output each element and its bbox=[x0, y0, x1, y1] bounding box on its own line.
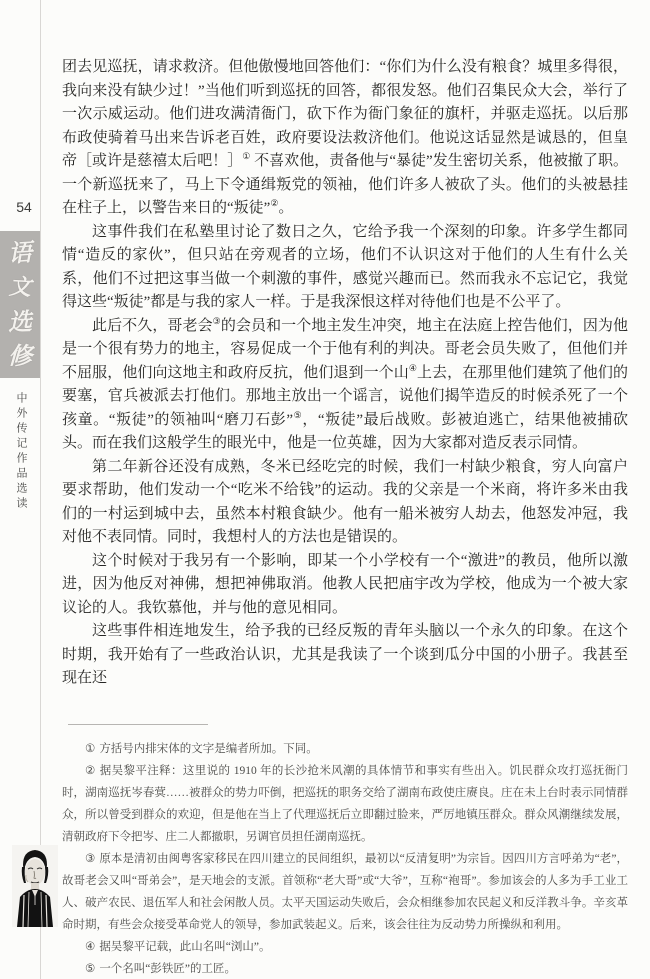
footnote-item bbox=[62, 958, 628, 979]
footnote-ref-2: ② bbox=[270, 198, 279, 208]
main-content bbox=[62, 56, 628, 979]
page-number: 54 bbox=[16, 199, 32, 215]
body-text bbox=[62, 56, 628, 691]
footnote-item bbox=[62, 760, 628, 848]
footnote-marker: ② bbox=[85, 764, 96, 777]
brand-char: 修 bbox=[7, 340, 33, 371]
brand-char: 选 bbox=[7, 306, 33, 337]
footnote-ref-3: ③ bbox=[212, 315, 221, 326]
footnote-text: 原本是清初由闽粤客家移民在四川建立的民间组织，最初以“反清复明”为宗旨。因四川方言呼弟为“老”，故哥老会又叫“哥弟会”，是天地会的支派。首领称“老大哥”或“大爷”，互称“袍哥”。参加该会的人多为手工业工人、破产农民、退伍军人和社会闲散人员。太平天国运动失败后，会众相继参加农民起义和反洋教斗争。辛亥革命时期，有些会众接受革命党人的领导，参加武装起义。后来，该会往往为反动势力所操纵和利用。 bbox=[62, 852, 628, 931]
footnote-text: 方括号内排宋体的文字是编者所加。下同。 bbox=[99, 742, 318, 755]
sidebar-divider-line bbox=[40, 0, 41, 979]
footnote-ref-1: ① bbox=[242, 151, 251, 161]
brand-char: 语 bbox=[6, 237, 33, 268]
paragraph: 此后不久，哥老会③的会员和一个地主发生冲突，地主在法庭上控告他们，因为他是一个很有势力的地主，容易促成一个于他有利的判决。哥老会员失败了，但他们并不屈服，他们向这地主和政府反抗，他们退到一个山④上去，在那里他们建筑了他们的要塞，官兵被派去打他们。那地主放出一个谣言，说他们揭竿造反的时候杀死了一个孩童。“叛徒”的领袖叫“磨刀石彭”⑤，“叛徒”最后战败。彭被迫逃亡，结果他被捕砍头。而在我们这般学生的眼光中，他是一位英雄，因为大家都对造反表示同情。 bbox=[62, 315, 628, 451]
paragraph: 这个时候对于我另有一个影响，即某一个小学校有一个“激进”的教员，他所以激进，因为他反对神佛，想把神佛取消。他教人民把庙宇改为学校，他成为一个被大家议论的人。我钦慕他，并与他的意见相同。 bbox=[62, 552, 628, 616]
footnote-marker: ⑤ bbox=[85, 962, 96, 975]
footnotes bbox=[62, 738, 628, 979]
paragraph: 第二年新谷还没有成熟，冬米已经吃完的时候，我们一村缺少粮食，穷人向富户要求帮助，他们发动一个“吃米不给钱”的运动。我的父亲是一个米商，将许多米由我们的一村运到城中去，虽然本村粮食缺少。他有一船米被穷人劫去，他怒发冲冠，我对他不表同情。同时，我想村人的方法也是错误的。 bbox=[62, 458, 628, 545]
footnote-text: 据吴黎平记载，此山名叫“浏山”。 bbox=[99, 940, 271, 953]
footnote-item bbox=[62, 848, 628, 936]
footnote-divider-line bbox=[68, 724, 208, 725]
paragraph: 这些事件相连地发生，给予我的已经反叛的青年头脑以一个永久的印象。在这个时期，我开始有了一些政治认识，尤其是我读了一个谈到瓜分中国的小册子。我甚至现在还 bbox=[62, 623, 628, 686]
footnote-text: 一个名叫“彭铁匠”的工匠。 bbox=[99, 962, 237, 975]
footnote-text: 据吴黎平注释：这里说的 1910 年的长沙抢米风潮的具体情节和事实有些出入。饥民群众攻打巡抚衙门时，湖南巡抚岑春蓂……被群众的势力吓倒，把巡抚的职务交给了湖南布政使庄赓良。庄在未上台时表示同情群众，所以曾受到群众的欢迎，但是他在当上了代理巡抚后立即翻过脸来，严厉地镇压群众。群众风潮继续发展，清朝政府下令把岑、庄二人都撤职，另调官员担任湖南巡抚。 bbox=[62, 764, 629, 843]
footnote-ref-4: ④ bbox=[408, 362, 417, 373]
footnote-marker: ① bbox=[85, 742, 96, 755]
brand-banner bbox=[0, 231, 40, 378]
footnote-item bbox=[62, 936, 628, 958]
footnote-ref-5: ⑤ bbox=[293, 409, 303, 420]
footnote-item bbox=[62, 738, 628, 760]
footnote-marker: ④ bbox=[85, 940, 96, 953]
series-title: 中外传记作品选读 bbox=[15, 392, 27, 512]
paragraph: 这事件我们在私塾里讨论了数日之久，它给予我一个深刻的印象。许多学生都同情“造反的家伙”，但只站在旁观者的立场，他们不认识这对于他们的人生有什么关系，他们不过把这事当做一个刺激的事件，感觉兴趣而已。然而我永不忘记它，我觉得这些“叛徒”都是与我的家人一样。于是我深恨这样对待他们也是不公平了。 bbox=[62, 223, 628, 310]
footnote-marker: ③ bbox=[85, 852, 96, 865]
young-mao-woodcut-portrait-image bbox=[12, 845, 58, 927]
brand-char: 文 bbox=[8, 273, 32, 301]
paragraph: 团去见巡抚，请求救济。但他傲慢地回答他们：“你们为什么没有粮食？城里多得很，我向来没有缺少过！”当他们听到巡抚的回答，都很发怒。他们召集民众大会，举行了一次示威运动。他们进攻满清衙门，砍下作为衙门象征的旗杆，并驱走巡抚。以后那布政使骑着马出来告诉老百姓，政府要设法救济他们。他说这话显然是诚恳的，但皇帝［或许是慈禧太后吧！］① 不喜欢他，责备他与“暴徒”发生密切关系，他被撤了职。一个新巡抚来了，马上下令通缉叛党的领袖，他们许多人被砍了头。他们的头被悬挂在柱子上，以警告来日的“叛徒”②。 bbox=[62, 59, 628, 216]
